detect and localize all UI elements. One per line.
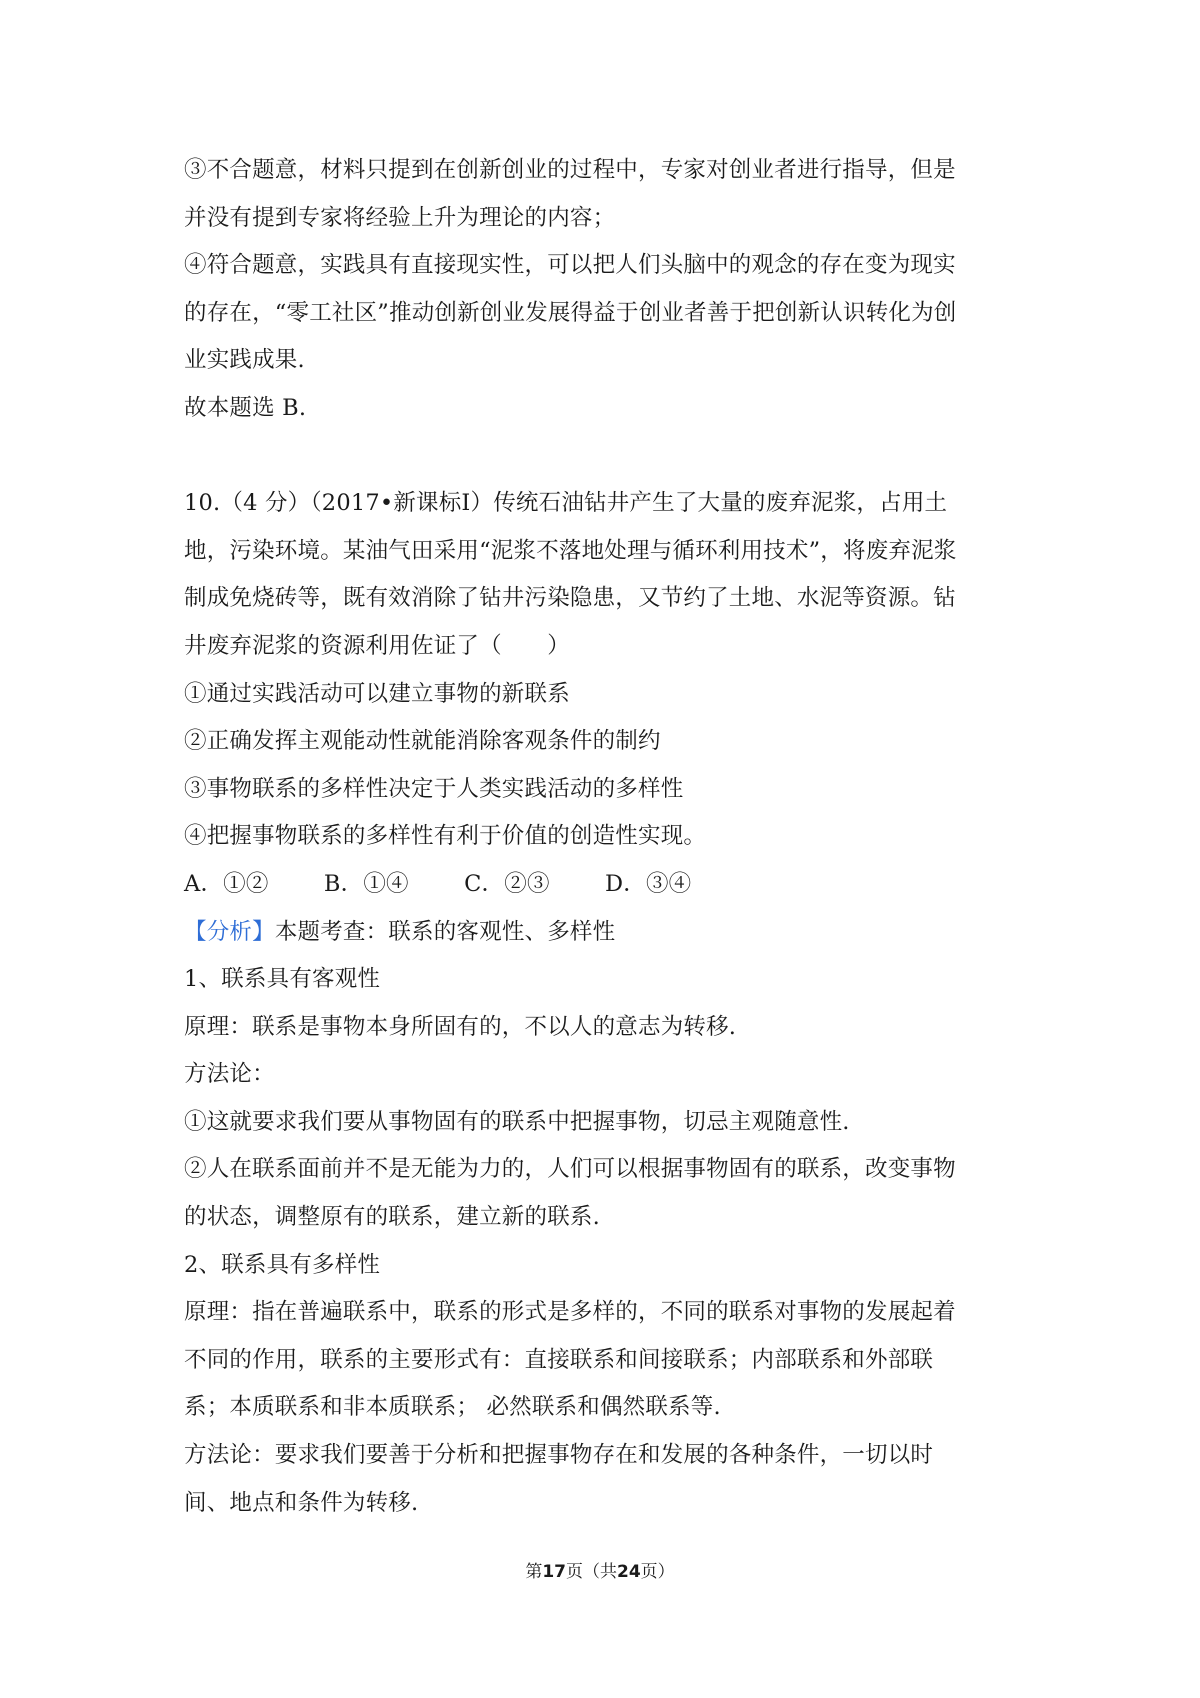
analysis-intro: 本题考查：联系的客观性、多样性 [274, 918, 616, 945]
prev-answer-line: 业实践成果. [184, 347, 305, 374]
option-d: D．③④ [605, 870, 692, 897]
answer-options [184, 861, 1024, 909]
analysis-tag: 【分析】 [184, 918, 275, 945]
option-b: B．①④ [323, 870, 409, 897]
statement-2: ②正确发挥主观能动性就能消除客观条件的制约 [184, 728, 661, 755]
footer-prefix: 第 [525, 1562, 543, 1582]
option-c: C．②③ [464, 870, 550, 897]
analysis-line: 方法论：要求我们要善于分析和把握事物存在和发展的各种条件，一切以时 [184, 1442, 934, 1469]
page-footer [0, 1557, 1200, 1582]
document-body [184, 147, 1024, 1527]
prev-answer-conclusion: 故本题选 B. [184, 394, 307, 421]
analysis-line: 1、联系具有客观性 [184, 966, 381, 993]
analysis-line: 2、联系具有多样性 [184, 1251, 381, 1278]
analysis-line: 原理：联系是事物本身所固有的，不以人的意志为转移. [184, 1013, 737, 1040]
prev-answer-block [184, 147, 1024, 433]
footer-total-pages: 24 [617, 1562, 641, 1582]
analysis-line: 方法论： [184, 1061, 275, 1088]
statement-4: ④把握事物联系的多样性有利于价值的创造性实现。 [184, 823, 707, 850]
analysis-header [184, 909, 1024, 957]
analysis-line: 原理：指在普遍联系中，联系的形式是多样的，不同的联系对事物的发展起着 [184, 1299, 956, 1326]
question-stem-line: 制成免烧砖等，既有效消除了钻井污染隐患，又节约了土地、水泥等资源。钻 [184, 585, 956, 612]
prev-answer-line: 的存在，“零工社区”推动创新创业发展得益于创业者善于把创新认识转化为创 [184, 299, 957, 326]
prev-answer-line: 并没有提到专家将经验上升为理论的内容； [184, 204, 616, 231]
spacer [184, 433, 1024, 481]
footer-middle: 页（共 [566, 1562, 617, 1582]
analysis-line: ①这就要求我们要从事物固有的联系中把握事物，切忌主观随意性. [184, 1108, 850, 1135]
question-stem-line: 井废弃泥浆的资源利用佐证了（ ） [184, 632, 570, 659]
analysis-line: ②人在联系面前并不是无能为力的，人们可以根据事物固有的联系，改变事物 [184, 1156, 956, 1183]
analysis-line: 间、地点和条件为转移. [184, 1489, 419, 1516]
question-10 [184, 480, 1024, 908]
prev-answer-line: ③不合题意，材料只提到在创新创业的过程中，专家对创业者进行指导，但是 [184, 157, 956, 183]
question-stem-line: 10.（4 分）（2017•新课标Ⅰ）传统石油钻井产生了大量的废弃泥浆，占用土 [184, 490, 948, 517]
option-a: A．①② [184, 870, 269, 897]
footer-suffix: 页） [640, 1562, 675, 1582]
statement-3: ③事物联系的多样性决定于人类实践活动的多样性 [184, 775, 684, 802]
analysis-line: 不同的作用，联系的主要形式有：直接联系和间接联系；内部联系和外部联 [184, 1346, 934, 1373]
prev-answer-line: ④符合题意，实践具有直接现实性，可以把人们头脑中的观念的存在变为现实 [184, 252, 956, 279]
footer-page-number: 17 [542, 1562, 566, 1582]
analysis-line: 的状态，调整原有的联系，建立新的联系. [184, 1204, 600, 1231]
analysis-block [184, 909, 1024, 1528]
analysis-line: 系；本质联系和非本质联系； 必然联系和偶然联系等. [184, 1394, 721, 1421]
statement-1: ①通过实践活动可以建立事物的新联系 [184, 680, 570, 707]
question-stem-line: 地，污染环境。某油气田采用“泥浆不落地处理与循环利用技术”，将废弃泥浆 [184, 537, 957, 564]
